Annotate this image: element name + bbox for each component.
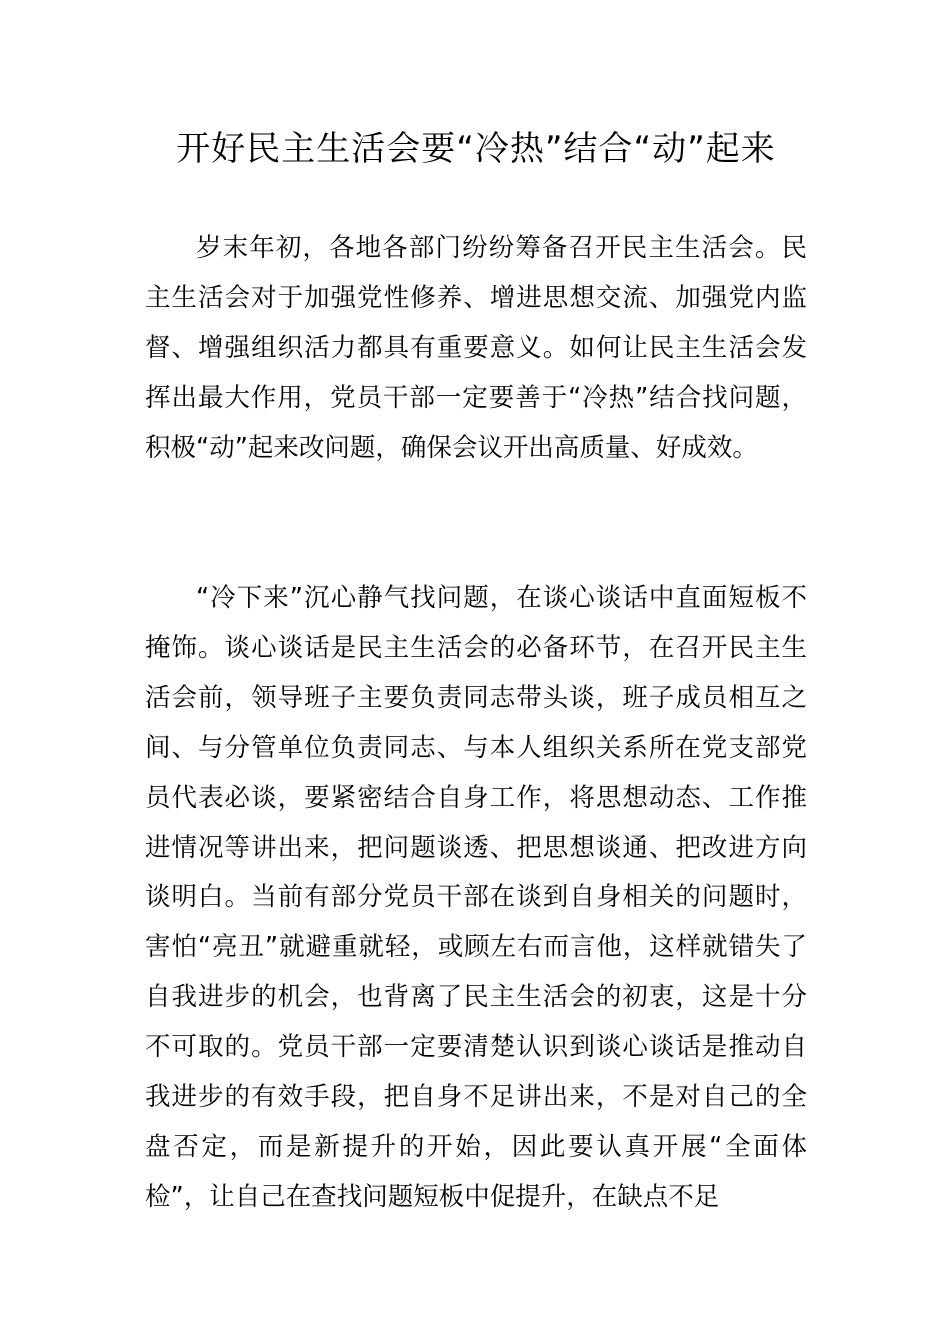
document-title: 开好民主生活会要“冷热”结合“动”起来 <box>176 129 776 169</box>
paragraph-intro: 岁末年初，各地各部门纷纷筹备召开民主生活会。民主生活会对于加强党性修养、增进思想交流、加强党内监督、增强组织活力都具有重要意义。如何让民主生活会发挥出最大作用，党员干部一定要善于“冷热”结合找问题，积极“动”起来改问题，确保会议开出高质量、好成效。 <box>145 233 807 463</box>
paragraph-cool-down: “冷下来”沉心静气找问题，在谈心谈话中直面短板不掩饰。谈心谈话是民主生活会的必备环节，在召开民主生活会前，领导班子主要负责同志带头谈，班子成员相互之间、与分管单位负责同志、与本人组织关系所在党支部党员代表必谈，要紧密结合自身工作，将思想动态、工作推进情况等讲出来，把问题谈透、把思想谈通、把改进方向谈明白。当前有部分党员干部在谈到自身相关的问题时，害怕“亮丑”就避重就轻，或顾左右而言他，这样就错失了自我进步的机会，也背离了民主生活会的初衷，这是十分不可取的。党员干部一定要清楚认识到谈心谈话是推动自我进步的有效手段，把自身不足讲出来，不是对自己的全盘否定，而是新提升的开始，因此要认真开展“全面体检”，让自己在查找问题短板中促提升，在缺点不足 <box>145 583 807 1212</box>
